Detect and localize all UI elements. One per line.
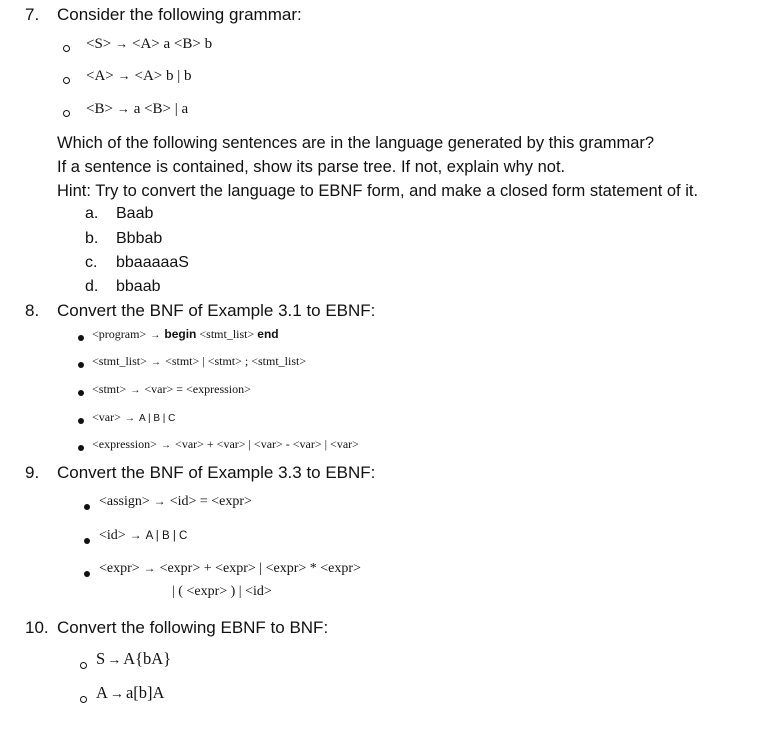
option-letter: a. xyxy=(85,205,99,222)
question-title: Convert the following EBNF to BNF: xyxy=(57,618,329,637)
rule-lhs: <B> xyxy=(86,101,113,117)
hollow-bullet-icon xyxy=(80,688,87,708)
rule-rhs: <A> a <B> b xyxy=(132,36,213,52)
arrow-icon: → xyxy=(143,561,156,575)
arrow-icon: → xyxy=(160,440,172,451)
hollow-bullet-icon xyxy=(63,72,70,89)
option-text: bbaab xyxy=(116,278,161,295)
rule-rhs: <id> = <expr> xyxy=(169,494,252,509)
rule-rhs: A | B | C xyxy=(139,413,176,424)
rule-lhs: <stmt_list> xyxy=(92,354,147,368)
keyword-end: end xyxy=(257,327,279,341)
rule-rhs: A{bA} xyxy=(123,649,172,668)
solid-bullet-icon xyxy=(78,385,84,400)
question-number: 10. xyxy=(25,618,49,637)
question-paragraph: Hint: Try to convert the language to EBNF form, and make a closed form statement of it. xyxy=(57,182,699,200)
question-number: 8. xyxy=(25,301,40,320)
option-letter: b. xyxy=(85,230,99,247)
arrow-icon: → xyxy=(107,653,122,668)
arrow-icon: → xyxy=(153,494,166,508)
solid-bullet-icon xyxy=(84,566,90,582)
rule-lhs: S xyxy=(96,649,106,668)
arrow-icon: → xyxy=(115,37,129,51)
question-title: Consider the following grammar: xyxy=(57,5,302,24)
rule-lhs: <var> xyxy=(92,410,121,424)
arrow-icon: → xyxy=(117,69,131,83)
rule-lhs: <assign> xyxy=(99,494,150,509)
question-number: 9. xyxy=(25,463,40,482)
hollow-bullet-icon xyxy=(80,654,87,674)
solid-bullet-icon xyxy=(84,533,90,549)
question-title: Convert the BNF of Example 3.1 to EBNF: xyxy=(57,301,376,320)
arrow-icon: → xyxy=(130,385,141,396)
arrow-icon: → xyxy=(150,357,162,368)
rule-rhs: A | B | C xyxy=(145,530,188,542)
rule-rhs: <expr> + <expr> | <expr> * <expr> xyxy=(159,561,361,576)
arrow-icon: → xyxy=(129,528,142,542)
question-paragraph: Which of the following sentences are in the language generated by this grammar? xyxy=(57,134,655,152)
question-number: 7. xyxy=(25,5,40,24)
rule-lhs: A xyxy=(96,683,108,702)
question-paragraph: If a sentence is contained, show its parse tree. If not, explain why not. xyxy=(57,158,566,176)
rule-lhs: <expr> xyxy=(99,561,140,576)
rule-rhs: a[b]A xyxy=(125,683,165,702)
hollow-bullet-icon xyxy=(63,105,70,122)
rule-rhs: a <B> | a xyxy=(133,101,189,117)
keyword-begin: begin xyxy=(164,327,197,341)
rule-lhs: <stmt> xyxy=(92,382,127,396)
option-letter: c. xyxy=(85,254,98,271)
arrow-icon: → xyxy=(150,330,161,341)
rule-lhs: <program> xyxy=(92,327,147,341)
solid-bullet-icon xyxy=(78,330,84,345)
rule-lhs: <id> xyxy=(99,528,126,543)
rule-continuation: | ( <expr> ) | <id> xyxy=(172,584,272,599)
rule-lhs: <A> xyxy=(86,68,114,84)
question-title: Convert the BNF of Example 3.3 to EBNF: xyxy=(57,463,376,482)
option-text: Baab xyxy=(116,205,154,222)
rule-rhs: <stmt> | <stmt> ; <stmt_list> xyxy=(165,354,307,368)
hollow-bullet-icon xyxy=(63,40,70,57)
solid-bullet-icon xyxy=(84,499,90,515)
rule-lhs: <expression> xyxy=(92,437,157,451)
rule-rhs: <var> + <var> | <var> - <var> | <var> xyxy=(175,437,359,451)
solid-bullet-icon xyxy=(78,413,84,428)
rule-rhs: <stmt_list> xyxy=(196,327,258,341)
option-letter: d. xyxy=(85,278,99,295)
solid-bullet-icon xyxy=(78,357,84,372)
option-text: bbaaaaaS xyxy=(116,254,189,271)
solid-bullet-icon xyxy=(78,440,84,455)
rule-lhs: <S> xyxy=(86,36,112,52)
rule-rhs: <A> b | b xyxy=(134,68,192,84)
rule-rhs: <var> = <expression> xyxy=(144,382,251,396)
arrow-icon: → xyxy=(109,687,124,702)
arrow-icon: → xyxy=(124,413,136,424)
arrow-icon: → xyxy=(116,102,130,116)
option-text: Bbbab xyxy=(116,230,163,247)
